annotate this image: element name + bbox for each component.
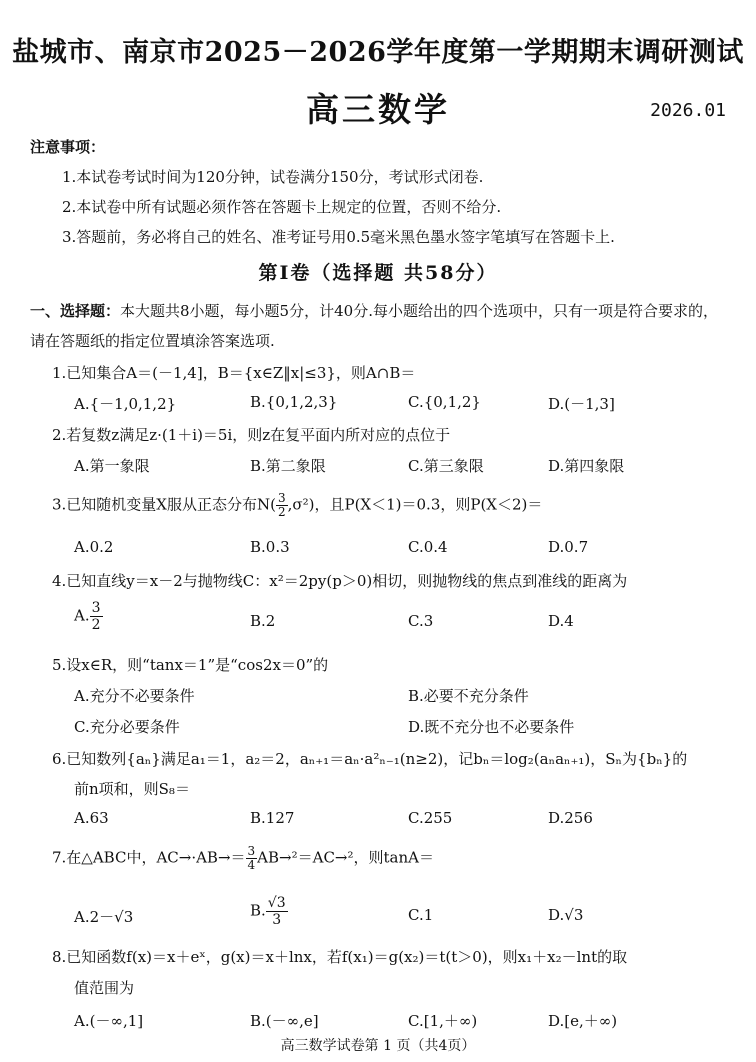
- question-5-option-d: D.既不充分也不必要条件: [408, 718, 575, 736]
- question-6-option-c: C.255: [408, 809, 453, 827]
- question-3-stem-a: 3.已知随机变量X服从正态分布N(: [52, 495, 276, 514]
- question-1-option-d: D.(－1,3]: [548, 395, 615, 413]
- question-2-stem: 2.若复数z满足z·(1＋i)＝5i，则z在复平面内所对应的点位于: [52, 426, 451, 444]
- exam-title: 盐城市、南京市2025－2026学年度第一学期期末调研测试: [12, 37, 744, 68]
- question-5-option-c: C.充分必要条件: [74, 718, 180, 736]
- fraction-denominator: 4: [247, 858, 256, 872]
- question-7-stem-a: 7.在△ABC中，AC→·AB→＝: [52, 848, 246, 867]
- question-4-option-c: C.3: [408, 612, 434, 630]
- fraction-denominator: 3: [272, 912, 282, 928]
- question-5-option-b: B.必要不充分条件: [408, 687, 529, 705]
- question-2-option-d: D.第四象限: [548, 457, 625, 475]
- question-6-option-b: B.127: [250, 809, 295, 827]
- question-7-option-a: A.2－√3: [74, 908, 134, 926]
- section-title: 一、选择题：: [30, 302, 121, 320]
- notes-heading: 注意事项：: [30, 138, 106, 156]
- question-7-option-b: [250, 895, 288, 928]
- part-heading: 第Ⅰ卷（选择题 共58分）: [258, 262, 498, 284]
- question-7-option-c: C.1: [408, 906, 434, 924]
- page-footer: 高三数学试卷第 1 页（共4页）: [280, 1038, 476, 1054]
- fraction-numerator: 3: [277, 491, 286, 505]
- subject-title: 高三数学: [306, 90, 450, 129]
- question-3-stem: [52, 492, 542, 519]
- fraction: [276, 492, 288, 519]
- question-8-option-b: B.(－∞,e]: [250, 1012, 319, 1030]
- question-1-option-a: A.{－1,0,1,2}: [74, 395, 177, 413]
- question-2-option-b: B.第二象限: [250, 457, 326, 475]
- question-1-stem: 1.已知集合A＝(－1,4]，B＝{x∈Z‖x|≤3}，则A∩B＝: [52, 364, 416, 382]
- note-item: 3.答题前，务必将自己的姓名、准考证号用0.5毫米黑色墨水签字笔填写在答题卡上.: [62, 228, 615, 246]
- question-7-option-d: D.√3: [548, 906, 584, 924]
- question-6-stem-continued: 前n项和，则S₈＝: [74, 780, 190, 798]
- question-7-stem-b: AB→²＝AC→²，则tanA＝: [257, 848, 434, 867]
- exam-date: 2026.01: [650, 100, 726, 121]
- question-6-option-a: A.63: [74, 809, 109, 827]
- note-item: 1.本试卷考试时间为120分钟，试卷满分150分，考试形式闭卷.: [62, 168, 484, 186]
- fraction-denominator: 2: [277, 505, 286, 519]
- section-instructions: [30, 296, 730, 356]
- fraction-numerator: √3: [267, 895, 286, 911]
- question-4-stem: 4.已知直线y＝x－2与抛物线C：x²＝2py(p＞0)相切，则抛物线的焦点到准线的距离为: [52, 572, 628, 590]
- question-6-option-d: D.256: [548, 809, 593, 827]
- question-3-option-a: A.0.2: [74, 538, 114, 556]
- option-label: A.: [74, 606, 90, 625]
- fraction: [90, 600, 103, 633]
- question-5-option-a: A.充分不必要条件: [74, 687, 195, 705]
- question-7-stem: [52, 845, 434, 872]
- question-1-option-b: B.{0,1,2,3}: [250, 393, 338, 411]
- question-3-option-d: D.0.7: [548, 538, 589, 556]
- question-8-stem: 8.已知函数f(x)＝x＋eˣ，g(x)＝x＋lnx，若f(x₁)＝g(x₂)＝t(t＞0)，则x₁＋x₂－lnt的取: [52, 948, 628, 966]
- fraction-denominator: 2: [91, 617, 101, 633]
- question-3-option-b: B.0.3: [250, 538, 290, 556]
- question-5-stem: 5.设x∈R，则“tanx＝1”是“cos2x＝0”的: [52, 656, 329, 674]
- note-item: 2.本试卷中所有试题必须作答在答题卡上规定的位置，否则不给分.: [62, 198, 502, 216]
- fraction-numerator: 3: [247, 844, 256, 858]
- question-8-stem-continued: 值范围为: [74, 979, 135, 997]
- option-label: B.: [250, 901, 266, 920]
- question-1-option-c: C.{0,1,2}: [408, 393, 481, 411]
- question-6-stem: 6.已知数列{aₙ}满足a₁＝1，a₂＝2，aₙ₊₁＝aₙ·a²ₙ₋₁(n≥2)，记bₙ＝log₂(aₙaₙ₊₁)，Sₙ为{bₙ}的: [52, 750, 688, 768]
- question-8-option-c: C.[1,＋∞): [408, 1012, 478, 1030]
- fraction: [246, 845, 258, 872]
- question-4-option-d: D.4: [548, 612, 574, 630]
- question-2-option-c: C.第三象限: [408, 457, 484, 475]
- question-8-option-d: D.[e,＋∞): [548, 1012, 618, 1030]
- question-3-stem-b: ,σ²)，且P(X＜1)＝0.3，则P(X＜2)＝: [287, 495, 543, 514]
- fraction: [266, 895, 288, 928]
- section-text: 本大题共8小题，每小题5分，计40分.每小题给出的四个选项中，只有一项是符合要求的，请在答题纸的指定位置填涂答案选项.: [30, 302, 718, 350]
- fraction-numerator: 3: [91, 600, 101, 616]
- question-2-option-a: A.第一象限: [74, 457, 150, 475]
- question-4-option-a: [74, 600, 103, 633]
- question-4-option-b: B.2: [250, 612, 276, 630]
- question-3-option-c: C.0.4: [408, 538, 448, 556]
- question-8-option-a: A.(－∞,1]: [74, 1012, 144, 1030]
